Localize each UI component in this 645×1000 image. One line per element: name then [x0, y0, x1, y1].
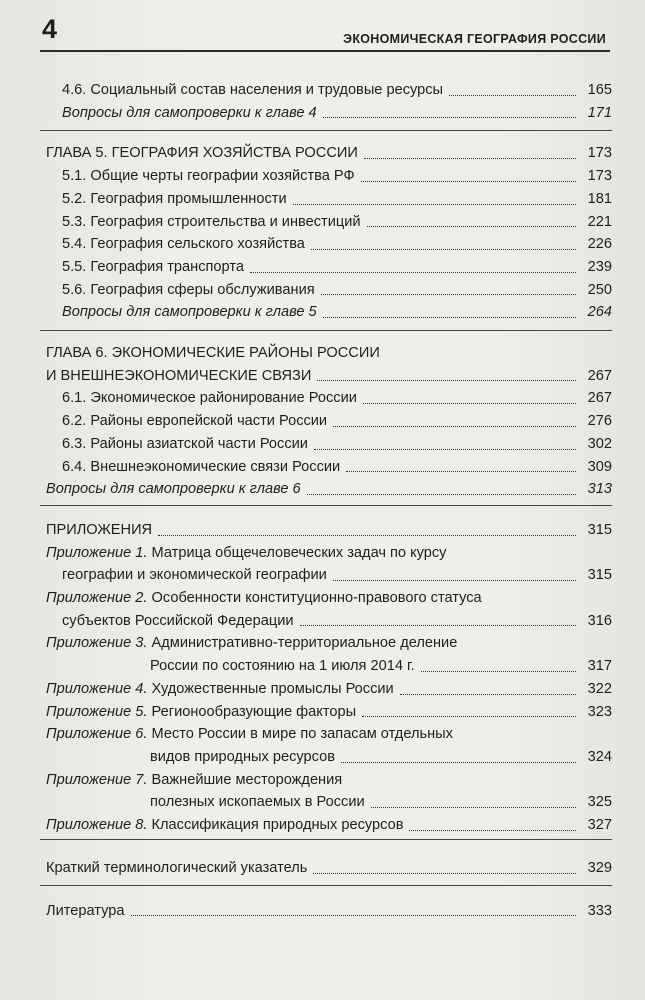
- toc-entry-label: Вопросы для самопроверки к главе 5: [62, 304, 317, 321]
- dot-leader: [323, 317, 576, 318]
- dot-leader: [131, 915, 577, 916]
- dot-leader: [333, 426, 576, 427]
- dot-leader: [317, 380, 576, 381]
- toc-appendix-entry[interactable]: [46, 701, 612, 724]
- dot-leader: [363, 403, 576, 404]
- toc-entry-page: 173: [587, 145, 612, 162]
- toc-entry-label-line1: ГЛАВА 6. ЭКОНОМИЧЕСКИЕ РАЙОНЫ РОССИИ: [46, 345, 380, 362]
- dot-leader: [371, 807, 576, 808]
- section-divider: [40, 839, 612, 840]
- dot-leader: [449, 95, 576, 96]
- toc-chapter-heading[interactable]: [46, 519, 612, 542]
- toc-entry-page: 325: [587, 794, 612, 811]
- toc-entry-label-line2: И ВНЕШНЕЭКОНОМИЧЕСКИЕ СВЯЗИ: [46, 367, 312, 384]
- toc-entry-label: 5.3. География строительства и инвестиций: [62, 213, 361, 230]
- toc-entry-page: 264: [587, 304, 612, 321]
- dot-leader: [361, 181, 576, 182]
- toc-entry-page: 267: [587, 367, 612, 384]
- toc-entry-page: 226: [587, 236, 612, 253]
- toc-appendix-entry[interactable]: [46, 814, 612, 837]
- dot-leader: [158, 535, 576, 536]
- toc-entry-label: 5.4. География сельского хозяйства: [62, 236, 305, 253]
- toc-entry-label: Краткий терминологический указатель: [46, 859, 308, 876]
- toc-entry-label: 6.2. Районы европейской части России: [62, 413, 328, 430]
- dot-leader: [400, 694, 576, 695]
- dot-leader: [323, 117, 576, 118]
- appendix-title-line1: Художественные промыслы России: [147, 680, 394, 697]
- toc-entry[interactable]: [46, 456, 612, 479]
- appendix-title-line2: субъектов Российской Федерации: [62, 612, 294, 629]
- toc-appendix-entry[interactable]: [46, 678, 612, 701]
- toc-entry-page: 316: [587, 612, 612, 629]
- appendix-prefix: Приложение 4.: [46, 680, 148, 697]
- toc-entry-page: 171: [587, 104, 612, 121]
- toc-group-appendices: [46, 519, 612, 837]
- toc-entry-page: 276: [587, 413, 612, 430]
- toc-entry-page: 322: [587, 680, 612, 697]
- toc-entry-page: 165: [587, 82, 612, 98]
- toc-entry-label: 5.1. Общие черты географии хозяйства РФ: [62, 168, 355, 185]
- appendix-title-line1: Особенности конституционно-правового статуса: [147, 590, 482, 607]
- toc-entry-page: 239: [587, 258, 612, 275]
- toc-entry[interactable]: [46, 188, 612, 211]
- appendix-title-line2: полезных ископаемых в России: [150, 794, 365, 811]
- toc-entry[interactable]: [46, 857, 612, 880]
- toc-entry-label: Вопросы для самопроверки к главе 4: [62, 104, 317, 121]
- toc-appendix-entry[interactable]: [46, 587, 612, 632]
- toc-entry-label: 5.2. География промышленности: [62, 190, 287, 207]
- running-title: ЭКОНОМИЧЕСКАЯ ГЕОГРАФИЯ РОССИИ: [343, 32, 606, 46]
- dot-leader: [364, 158, 576, 159]
- toc-entry-label: ГЛАВА 5. ГЕОГРАФИЯ ХОЗЯЙСТВА РОССИИ: [46, 145, 358, 162]
- dot-leader: [250, 272, 576, 273]
- dot-leader: [311, 249, 576, 250]
- toc-entry[interactable]: [46, 301, 612, 324]
- toc-appendix-entry[interactable]: [46, 542, 612, 587]
- appendix-prefix: Приложение 1.: [46, 544, 148, 561]
- toc-entry-page: 324: [587, 748, 612, 765]
- dot-leader: [341, 762, 576, 763]
- appendix-title-line1: Регионообразующие факторы: [147, 703, 357, 720]
- section-divider: [40, 885, 612, 886]
- appendix-title-line1: Важнейшие месторождения: [147, 771, 343, 788]
- page-number: 4: [42, 14, 58, 44]
- section-divider: [40, 130, 612, 131]
- toc-entry-page: 323: [587, 703, 612, 720]
- appendix-title-line1: Классификация природных ресурсов: [147, 817, 404, 834]
- toc-appendix-entry[interactable]: [46, 769, 612, 814]
- dot-leader: [321, 294, 576, 295]
- toc-entry-page: 333: [587, 902, 612, 919]
- toc-entry[interactable]: [46, 433, 612, 456]
- toc-entry-page: 329: [587, 859, 612, 876]
- toc-entry-page: 315: [587, 567, 612, 584]
- appendix-prefix: Приложение 6.: [46, 726, 148, 743]
- appendix-title-line1: Матрица общечеловеческих задач по курсу: [147, 544, 447, 561]
- dot-leader: [346, 471, 576, 472]
- toc-group-chapter6: [46, 342, 612, 501]
- appendix-prefix: Приложение 2.: [46, 590, 148, 607]
- toc-chapter-heading[interactable]: [46, 342, 612, 387]
- toc-entry[interactable]: [46, 279, 612, 302]
- toc-entry-label: 6.4. Внешнеэкономические связи России: [62, 458, 341, 475]
- dot-leader: [409, 830, 576, 831]
- section-divider: [40, 330, 612, 331]
- appendix-title-line2: видов природных ресурсов: [150, 748, 335, 765]
- toc-entry-page: 309: [587, 458, 612, 475]
- toc-entry[interactable]: [46, 410, 612, 433]
- toc-entry-label: 6.3. Районы азиатской части России: [62, 435, 308, 452]
- toc-entry[interactable]: [46, 256, 612, 279]
- section-divider: [40, 505, 612, 506]
- toc-entry-label: 5.5. География транспорта: [62, 258, 244, 275]
- toc-entry-page: 327: [587, 817, 612, 834]
- appendix-prefix: Приложение 3.: [46, 635, 148, 652]
- toc-entry-label: Вопросы для самопроверки к главе 6: [46, 481, 301, 498]
- toc-appendix-entry[interactable]: [46, 723, 612, 768]
- toc-group-literature: [46, 900, 612, 923]
- dot-leader: [367, 226, 576, 227]
- dot-leader: [333, 580, 576, 581]
- appendix-title-line1: Административно-территориальное деление: [147, 635, 458, 652]
- toc-entry-label: 5.6. География сферы обслуживания: [62, 281, 315, 298]
- dot-leader: [314, 449, 576, 450]
- appendix-prefix: Приложение 7.: [46, 771, 148, 788]
- appendix-title-line2: России по состоянию на 1 июля 2014 г.: [150, 658, 415, 675]
- dot-leader: [293, 204, 576, 205]
- page-header: [40, 14, 610, 52]
- dot-leader: [307, 494, 576, 495]
- toc-appendix-entry[interactable]: [46, 632, 612, 677]
- toc-entry[interactable]: [46, 900, 612, 923]
- toc-entry-label: Литература: [46, 902, 125, 919]
- dot-leader: [300, 625, 576, 626]
- toc-entry-label: 6.1. Экономическое районирование России: [62, 390, 357, 407]
- appendix-title-line2: географии и экономической географии: [62, 567, 327, 584]
- toc-entry[interactable]: [46, 102, 612, 125]
- dot-leader: [313, 873, 576, 874]
- toc-entry[interactable]: [46, 79, 612, 102]
- toc-entry-page: 267: [587, 390, 612, 407]
- appendix-prefix: Приложение 8.: [46, 817, 148, 834]
- toc-entry-page: 221: [587, 213, 612, 230]
- toc-entry-page: 302: [587, 435, 612, 452]
- toc-entry[interactable]: [46, 478, 612, 501]
- toc-entry[interactable]: [46, 211, 612, 234]
- toc-entry-label: ПРИЛОЖЕНИЯ: [46, 521, 153, 538]
- appendix-title-line1: Место России в мире по запасам отдельных: [147, 726, 453, 743]
- toc-group-chapter5: [46, 142, 612, 324]
- toc-entry-page: 250: [587, 281, 612, 298]
- toc-entry-page: 173: [587, 168, 612, 185]
- toc-group-glossary: [46, 857, 612, 880]
- toc-group-chapter4-tail: [46, 79, 612, 124]
- appendix-prefix: Приложение 5.: [46, 703, 148, 720]
- table-of-contents: [46, 79, 612, 922]
- toc-entry-page: 317: [587, 658, 612, 675]
- toc-entry[interactable]: [46, 165, 612, 188]
- toc-entry-page: 313: [587, 481, 612, 498]
- dot-leader: [421, 671, 576, 672]
- toc-entry-label: 4.6. Социальный состав населения и трудовые ресурсы: [62, 82, 444, 98]
- toc-entry[interactable]: [46, 387, 612, 410]
- toc-chapter-heading[interactable]: [46, 142, 612, 165]
- toc-entry-page: 315: [587, 521, 612, 538]
- toc-entry-page: 181: [587, 190, 612, 207]
- toc-entry[interactable]: [46, 233, 612, 256]
- dot-leader: [362, 716, 576, 717]
